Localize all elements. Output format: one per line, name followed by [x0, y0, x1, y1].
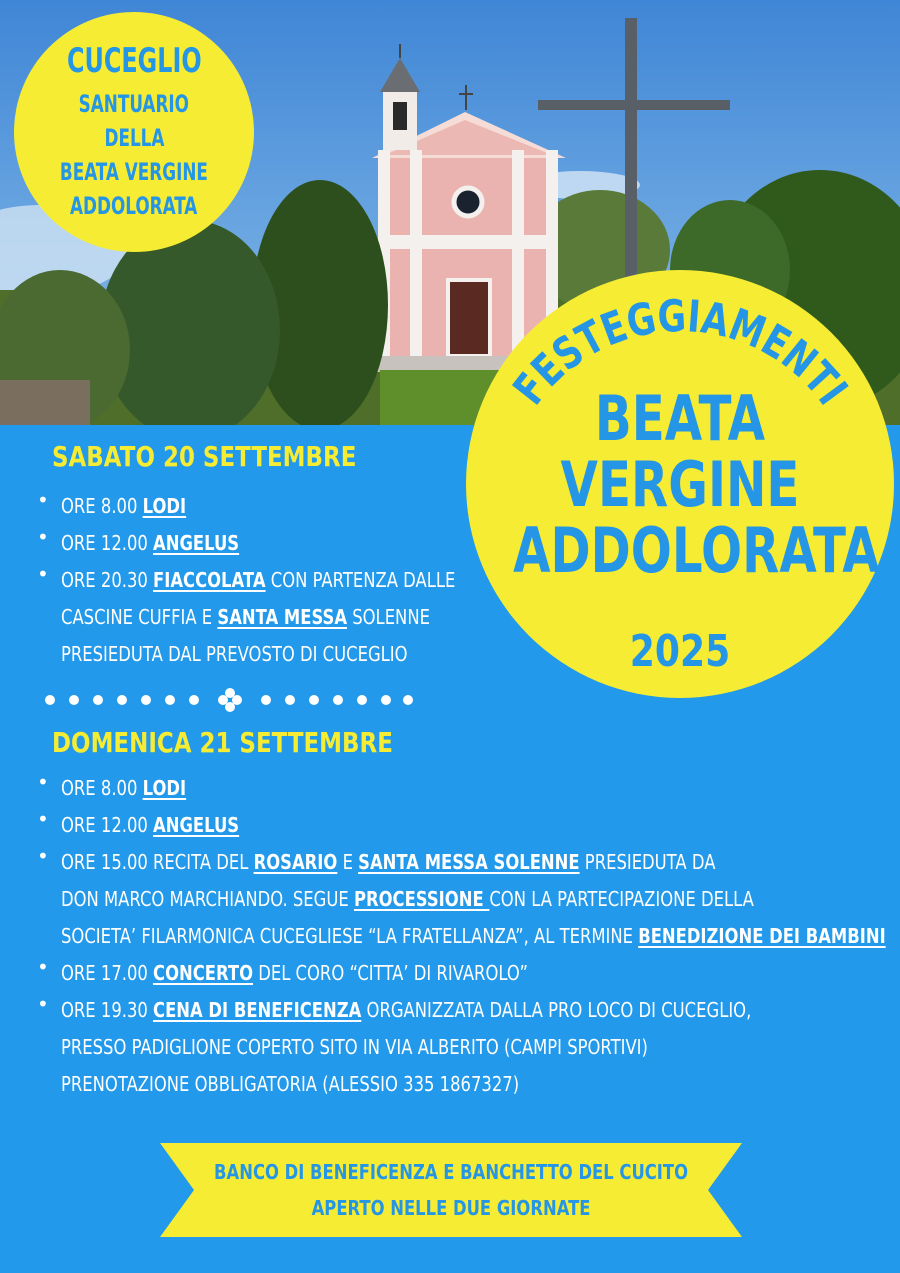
dotted-divider	[44, 688, 414, 712]
badge-line: ADDOLORATA	[70, 192, 198, 220]
list-item: • ORE 12.00 ANGELUS	[35, 807, 900, 844]
ribbon-text	[160, 1143, 742, 1237]
festival-title-line: BEATA	[594, 382, 766, 455]
arc-title: FESTEGGIAMENTI	[503, 290, 859, 417]
list-item: • ORE 17.00 CONCERTO DEL CORO “CITTA’ DI RIVAROLO”	[35, 955, 900, 992]
festival-title-line: ADDOLORATA	[513, 514, 880, 587]
ribbon-line: APERTO NELLE DUE GIORNATE	[311, 1196, 591, 1220]
festival-title-line: VERGINE	[560, 448, 800, 521]
list-item: • ORE 8.00 LODI	[35, 488, 542, 525]
list-item: • ORE 20.30 FIACCOLATA CON PARTENZA DALLE CASCINE CUFFIA E SANTA MESSA SOLENNE PRESIEDUTA DAL PREVOSTO DI CUCEGLIO	[35, 562, 542, 673]
list-item: • ORE 15.00 RECITA DEL ROSARIO E SANTA MESSA SOLENNE PRESIEDUTA DA DON MARCO MARCHIANDO. SEGUE PROCESSIONE CON LA PARTECIPAZIONE DELLA SOCIETA’ FILARMONICA CUCEGLIESE “LA FRATELLANZA”, AL TERMINE BENEDIZIONE DEI BAMBINI	[35, 844, 900, 955]
sunday-list	[35, 770, 900, 1103]
badge-line: DELLA	[103, 124, 164, 152]
festival-year: 2025	[629, 626, 731, 677]
list-item: • ORE 12.00 ANGELUS	[35, 525, 542, 562]
list-item: • ORE 8.00 LODI	[35, 770, 900, 807]
ribbon-line: BANCO DI BENEFICENZA E BANCHETTO DEL CUCITO	[213, 1160, 689, 1184]
sunday-heading: DOMENICA 21 SETTEMBRE	[52, 726, 393, 759]
list-item: • ORE 19.30 CENA DI BENEFICENZA ORGANIZZATA DALLA PRO LOCO DI CUCEGLIO, PRESSO PADIGLIONE COPERTO SITO IN VIA ALBERITO (CAMPI SPORTIVI) PRENOTAZIONE OBBLIGATORIA (ALESSIO 335 1867327)	[35, 992, 900, 1103]
badge-line: SANTUARIO	[78, 90, 190, 118]
saturday-heading: SABATO 20 SETTEMBRE	[52, 440, 357, 473]
location-badge	[14, 12, 254, 252]
badge-line: BEATA VERGINE	[59, 158, 209, 186]
saturday-list	[35, 488, 542, 673]
town-name: CUCEGLIO	[66, 41, 202, 81]
